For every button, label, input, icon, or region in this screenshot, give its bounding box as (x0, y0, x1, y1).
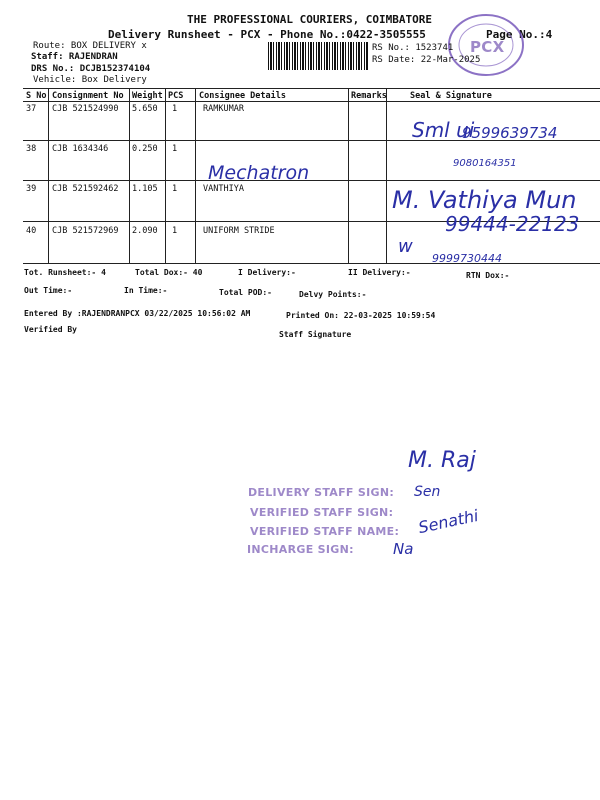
delivery-points: Delvy Points:- (299, 290, 367, 299)
rs-date: RS Date: 22-Mar-2025 (372, 55, 481, 65)
verified-by: Verified By (24, 325, 77, 334)
cell-sno: 40 (26, 226, 37, 236)
barcode (268, 42, 368, 70)
stamp-line-verified-name: VERIFIED STAFF NAME: (250, 525, 400, 538)
route: Route: BOX DELIVERY x (33, 41, 147, 51)
total-pod: Total POD:- (219, 288, 272, 297)
document-subtitle: Delivery Runsheet - PCX - Phone No.:0422-3505555 (108, 28, 426, 41)
cell-pcs: 1 (172, 144, 178, 154)
cell-pcs: 1 (172, 184, 178, 194)
handwritten-signature-row40: w (398, 236, 413, 257)
ii-delivery: II Delivery:- (348, 268, 411, 277)
staff: Staff: RAJENDRAN (31, 52, 118, 62)
in-time: In Time:- (124, 286, 168, 295)
document-title: THE PROFESSIONAL COURIERS, COIMBATORE (187, 13, 433, 26)
handwritten-initials-1: Sen (414, 484, 441, 500)
cell-consignee: VANTHIYA (203, 184, 244, 194)
drs-number: DRS No.: DCJB152374104 (31, 64, 151, 74)
col-header-weight: Weight (132, 91, 163, 101)
i-delivery: I Delivery:- (238, 268, 296, 277)
total-runsheet: Tot. Runsheet:- 4 (24, 268, 106, 277)
cell-consignment: CJB 521572969 (52, 226, 119, 236)
cell-sno: 39 (26, 184, 37, 194)
col-header-pcs: PCS (168, 91, 184, 101)
handwritten-phone-row37: 9599639734 (462, 124, 558, 142)
printed-on: Printed On: 22-03-2025 10:59:54 (286, 311, 436, 320)
out-time: Out Time:- (24, 286, 73, 295)
pcx-stamp-text: PCX (470, 38, 505, 56)
col-header-remarks: Remarks (351, 91, 387, 101)
cell-sno: 38 (26, 144, 37, 154)
cell-consignee: RAMKUMAR (203, 104, 244, 114)
col-header-seal-signature: Seal & Signature (410, 91, 492, 101)
vehicle: Vehicle: Box Delivery (33, 75, 147, 85)
stamp-line-delivery-staff: DELIVERY STAFF SIGN: (248, 486, 395, 499)
col-header-consignment: Consignment No (52, 91, 124, 101)
col-header-consignee: Consignee Details (199, 91, 286, 101)
handwritten-phone-row39: 99444-22123 (445, 212, 580, 236)
handwritten-initials-2: Na (393, 540, 414, 558)
handwritten-phone-row40: 9999730444 (432, 252, 502, 265)
col-header-sno: S No (26, 91, 47, 101)
table-top-border (23, 88, 600, 89)
handwritten-consignee-row38: Mechatron (208, 162, 310, 184)
cell-consignment: CJB 1634346 (52, 144, 109, 154)
table-header-border (23, 101, 600, 102)
cell-consignment: CJB 521592462 (52, 184, 119, 194)
handwritten-signature-row37: Sml ui (412, 118, 475, 142)
cell-weight: 0.250 (132, 144, 158, 154)
staff-signature-label: Staff Signature (279, 330, 352, 339)
handwritten-phone-row38: 9080164351 (453, 158, 517, 169)
handwritten-name-row39: M. Vathiya Mun (392, 186, 577, 214)
rs-number: RS No.: 1523741 (372, 43, 454, 53)
cell-pcs: 1 (172, 226, 178, 236)
handwritten-stamp-signature-2: Senathi (416, 505, 481, 538)
cell-weight: 2.090 (132, 226, 158, 236)
stamp-line-incharge: INCHARGE SIGN: (247, 543, 354, 556)
cell-sno: 37 (26, 104, 37, 114)
total-dox: Total Dox:- 40 (135, 268, 203, 277)
table-bottom-border (23, 263, 600, 264)
entered-by: Entered By :RAJENDRANPCX 03/22/2025 10:56:02 AM (24, 309, 251, 318)
cell-weight: 1.105 (132, 184, 158, 194)
cell-weight: 5.650 (132, 104, 158, 114)
cell-pcs: 1 (172, 104, 178, 114)
stamp-line-verified-sign: VERIFIED STAFF SIGN: (250, 506, 394, 519)
rtn-dox: RTN Dox:- (466, 271, 510, 280)
handwritten-stamp-signature-1: M. Raj (408, 448, 476, 473)
page-number: Page No.:4 (486, 28, 553, 41)
cell-consignment: CJB 521524990 (52, 104, 119, 114)
cell-consignee: UNIFORM STRIDE (203, 226, 275, 236)
